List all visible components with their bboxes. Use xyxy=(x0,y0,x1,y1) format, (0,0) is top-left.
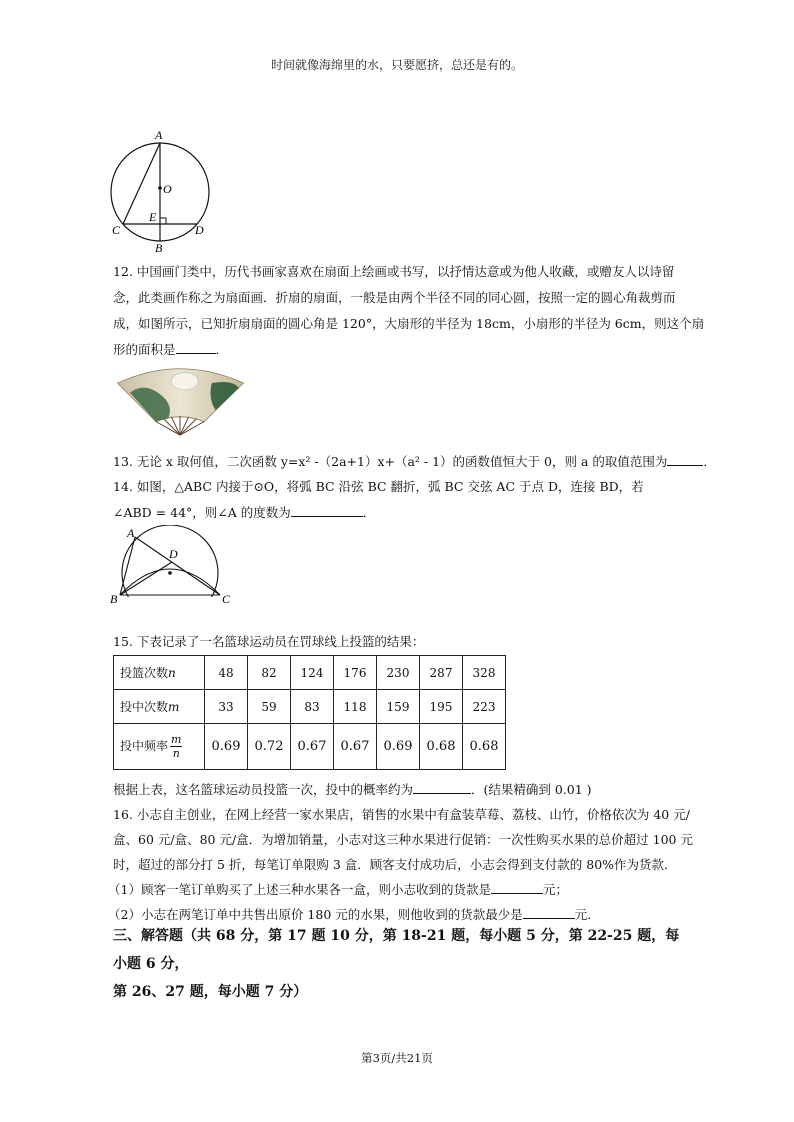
q14-answer-blank[interactable] xyxy=(291,504,363,517)
lotus-flower xyxy=(171,373,198,390)
label-a: A xyxy=(127,526,135,540)
cell-rate: 0.69 xyxy=(377,724,420,770)
table-row-hits xyxy=(114,690,506,724)
row-header-shots: 投篮次数n xyxy=(114,656,205,690)
label-d: D xyxy=(195,223,204,237)
label-b: B xyxy=(155,241,163,253)
row-header-rates: 投中频率 $\frac{m}{n}$ xyxy=(114,724,205,770)
q15-after-end: ．(结果精确到 0.01 ) xyxy=(471,782,592,797)
cell-rate: 0.72 xyxy=(248,724,291,770)
center-dot xyxy=(168,571,172,575)
q16-sub1-end: 元； xyxy=(542,882,568,897)
q13-end: ． xyxy=(703,454,716,469)
q15-intro: 15. 下表记录了一名篮球运动员在罚球线上投篮的结果： xyxy=(113,634,425,649)
cell-shots: 230 xyxy=(377,656,420,690)
q13-text: 13. 无论 x 取何值，二次函数 y=x² -（2a+1）x+（a² - 1）的函数值恒大于 0，则 a 的取值范围为 xyxy=(113,454,668,469)
q16-sub2-end: 元． xyxy=(574,907,600,922)
q16-line3: 时，超过的部分打 5 折，每笔订单限购 3 盒．顾客支付成功后，小志会得到支付款的 80%作为货款． xyxy=(113,857,677,872)
table-row-shots xyxy=(114,656,506,690)
cell-hits: 159 xyxy=(377,690,420,724)
q16-line1: 16. 小志自主创业，在网上经营一家水果店，销售的水果中有盒装草莓、荔枝、山竹，价格依次为 40 元/ xyxy=(113,807,690,822)
table-row-rates xyxy=(114,724,506,770)
cell-shots: 328 xyxy=(463,656,506,690)
q13-line xyxy=(113,452,716,470)
cell-shots: 124 xyxy=(291,656,334,690)
q15-after xyxy=(113,780,592,798)
q15-after-text: 根据上表，这名篮球运动员投篮一次，投中的概率约为 xyxy=(113,782,414,797)
cell-rate: 0.67 xyxy=(291,724,334,770)
q12-line4 xyxy=(113,340,228,358)
cell-rate: 0.68 xyxy=(420,724,463,770)
cell-rate: 0.67 xyxy=(334,724,377,770)
page-header-quote: 时间就像海绵里的水，只要愿挤，总还是有的。 xyxy=(270,58,523,72)
label-c: C xyxy=(222,592,231,606)
q12-line3: 成，如图所示，已知折扇扇面的圆心角是 120°，大扇形的半径为 18cm，小扇形的半径为 6cm，则这个扇 xyxy=(113,316,705,331)
q14-end: ． xyxy=(362,505,376,520)
q16-sub1 xyxy=(108,880,568,898)
page-number: 第3页/共21页 xyxy=(361,1051,433,1065)
shooting-results-table xyxy=(113,655,506,770)
label-d: D xyxy=(169,547,178,561)
q14-line2 xyxy=(113,503,375,521)
cell-hits: 118 xyxy=(334,690,377,724)
cell-shots: 48 xyxy=(205,656,248,690)
cell-hits: 33 xyxy=(205,690,248,724)
q16-sub1-answer-blank[interactable] xyxy=(491,881,543,894)
lotus-leaf-right xyxy=(210,382,238,410)
q12-answer-blank[interactable] xyxy=(176,341,216,354)
q15-answer-blank[interactable] xyxy=(413,781,471,794)
fraction-m-over-n: $\frac{m}{n}$ xyxy=(171,733,182,760)
q14-line1: 14. 如图，△ABC 内接于⊙O，将弧 BC 沿弦 BC 翻折，弧 BC 交弦 AC 于点 D，连接 BD，若 xyxy=(113,479,644,494)
cell-shots: 287 xyxy=(420,656,463,690)
cell-shots: 176 xyxy=(334,656,377,690)
q16-sub2 xyxy=(108,905,600,923)
q13-answer-blank[interactable] xyxy=(667,453,703,466)
section-3-line1: 三、解答题（共 68 分，第 17 题 10 分，第 18-21 题，每小题 5 分，第 22-25 题，每小题 6 分， xyxy=(113,928,680,972)
q14-line2-text: ∠ABD = 44°，则∠A 的度数为 xyxy=(113,505,291,520)
q12-line1: 12. 中国画门类中，历代书画家喜欢在扇面上绘画或书写，以抒情达意或为他人收藏，或赠友人以诗留 xyxy=(113,264,675,279)
label-c: C xyxy=(112,223,121,237)
center-dot xyxy=(158,186,162,190)
cell-hits: 223 xyxy=(463,690,506,724)
q16-sub2-text: （2）小志在两笔订单中共售出原价 180 元的水果，则他收到的货款最少是 xyxy=(108,907,523,922)
cell-rate: 0.68 xyxy=(463,724,506,770)
line-ac xyxy=(135,537,220,595)
label-e: E xyxy=(149,210,157,224)
q16-sub1-text: （1）顾客一笔订单购买了上述三种水果各一盒，则小志收到的货款是 xyxy=(108,882,491,897)
label-a: A xyxy=(155,128,163,142)
q12-line2: 念，此类画作称之为扇面画．折扇的扇面，一般是由两个半径不同的同心圆，按照一定的圆心角裁剪而 xyxy=(113,290,676,305)
right-angle-mark xyxy=(160,218,166,224)
section-3-heading xyxy=(113,922,693,1006)
q12-line4-text: 形的面积是 xyxy=(113,342,176,357)
cell-hits: 83 xyxy=(291,690,334,724)
row-header-hits: 投中次数m xyxy=(114,690,205,724)
circle-figure-q11 xyxy=(105,128,215,253)
cell-shots: 82 xyxy=(248,656,291,690)
label-b: B xyxy=(110,592,118,606)
circle-figure-q14 xyxy=(108,525,233,607)
cell-rate: 0.69 xyxy=(205,724,248,770)
q16-sub2-answer-blank[interactable] xyxy=(523,906,575,919)
section-3-line2: 第 26、27 题，每小题 7 分） xyxy=(113,984,308,1000)
q12-end: ． xyxy=(215,342,229,357)
label-o: O xyxy=(163,182,172,196)
cell-hits: 59 xyxy=(248,690,291,724)
cell-hits: 195 xyxy=(420,690,463,724)
q16-line2: 盒、60 元/盒、80 元/盒．为增加销量，小志对这三种水果进行促销：一次性购买水果的总价超过 100 元 xyxy=(113,832,693,847)
fan-painting-image xyxy=(113,362,248,437)
